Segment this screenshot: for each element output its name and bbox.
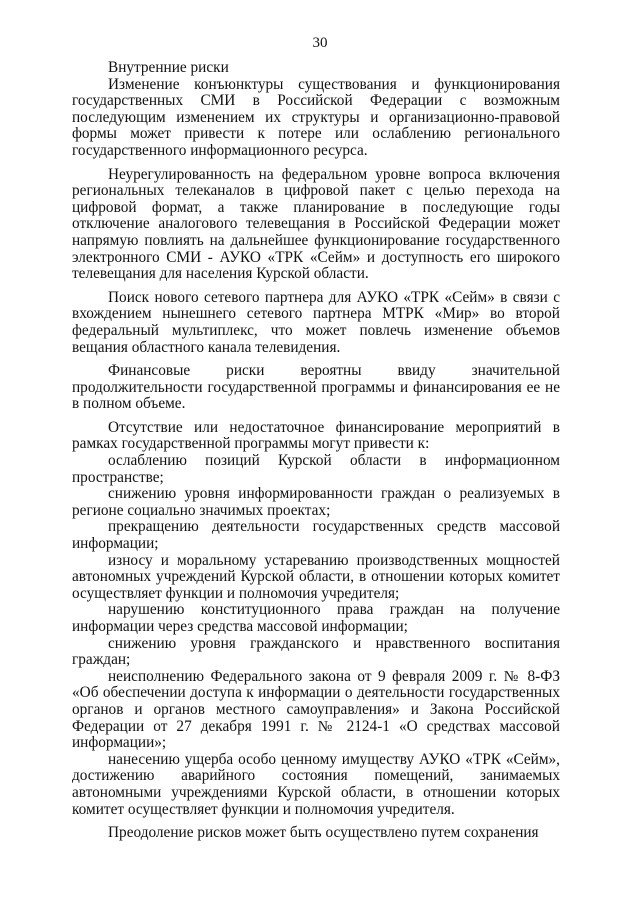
list-item: ослаблению позиций Курской области в информационном пространстве; xyxy=(72,452,560,486)
paragraph: Изменение конъюнктуры существования и функционирования государственных СМИ в Российской Федерации с возможным последующим изменением их структуры и организационно-правовой формы может привести к потере или ослаблению регионального государственного информационного ресурса. xyxy=(72,75,560,159)
paragraph: Отсутствие или недостаточное финансирование мероприятий в рамках государственной программы могут привести к: xyxy=(72,418,560,453)
document-body xyxy=(72,60,560,842)
paragraph: Неурегулированность на федеральном уровне вопроса включения региональных телеканалов в цифровой пакет с целью перехода на цифровой формат, а также планирование в последующие годы отключение аналогового телевещания в Российской Федерации может напрямую повлиять на дальнейшее функционирование государственного электронного СМИ - АУКО «ТРК «Сейм» и доступность его широкого телевещания для населения Курской области. xyxy=(72,165,560,283)
list-item: износу и моральному устареванию производственных мощностей автономных учреждений Курской области, в отношении которых комитет осуществляет функции и полномочия учредителя; xyxy=(72,551,560,602)
paragraph: Преодоление рисков может быть осуществлено путем сохранения xyxy=(108,824,539,842)
paragraph: Поиск нового сетевого партнера для АУКО «ТРК «Сейм» в связи с вхождением нынешнего сетевого партнера МТРК «Мир» во второй федеральный мультиплекс, что может повлечь изменение объемов вещания областного канала телевидения. xyxy=(72,288,560,356)
list-item: нарушению конституционного права граждан на получение информации через средства массовой информации; xyxy=(72,601,560,635)
list-item: прекращению деятельности государственных средств массовой информации; xyxy=(72,518,560,553)
list-item: нанесению ущерба особо ценному имуществу АУКО «ТРК «Сейм», достижению аварийного состояния помещений, занимаемых автономными учреждениями Курской области, в отношении которых комитет осуществляет функции и полномочия учредителя. xyxy=(72,750,560,818)
page-number: 30 xyxy=(312,35,328,51)
section-heading: Внутренние риски xyxy=(108,59,229,76)
list-item: неисполнению Федерального закона от 9 февраля 2009 г. № 8-ФЗ «Об обеспечении доступа к информации о деятельности государственных органов и органов местного самоуправления» и Закона Российской Федерации от 27 декабря 1991 г. № 2124-1 «О средствах массовой информации»; xyxy=(72,667,560,752)
list-item: снижению уровня гражданского и нравственного воспитания граждан; xyxy=(72,634,560,669)
paragraph: Финансовые риски вероятны ввиду значительной продолжительности государственной программы и финансирования ее не в полном объеме. xyxy=(72,362,560,413)
list-item: снижению уровня информированности граждан о реализуемых в регионе социально значимых проектах; xyxy=(72,485,560,519)
